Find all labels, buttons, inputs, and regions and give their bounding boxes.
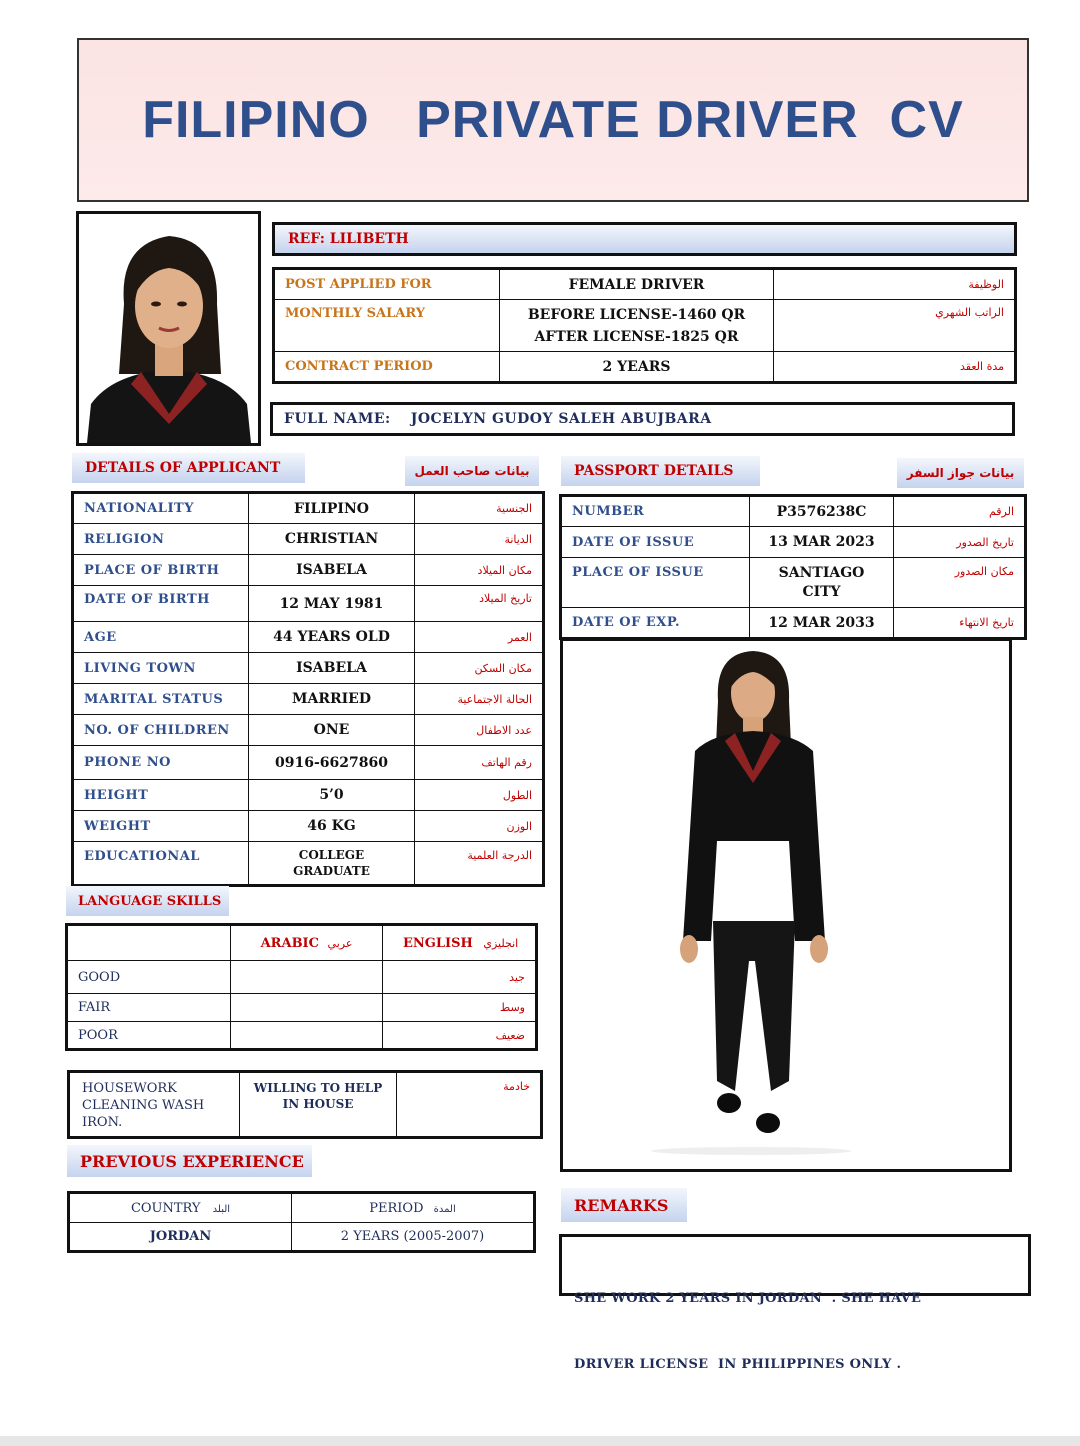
applicant-arabic-label: الحالة الاجتماعية xyxy=(415,684,544,715)
skills-arabic-label: خادمة xyxy=(397,1072,542,1138)
experience-country: JORDAN xyxy=(69,1223,292,1252)
skill-line: CLEANING WASH xyxy=(82,1098,205,1113)
portrait-photo xyxy=(76,211,261,446)
willing-line: WILLING TO HELP xyxy=(253,1081,383,1095)
passport-label: PLACE OF ISSUE xyxy=(561,558,750,608)
language-corner-cell xyxy=(67,925,231,961)
country-label: COUNTRY xyxy=(130,1200,201,1216)
english-label: ENGLISH xyxy=(403,935,473,951)
applicant-value: ONE xyxy=(249,715,415,746)
experience-col-period xyxy=(292,1193,535,1223)
applicant-arabic-label: الدرجة العلمية xyxy=(415,842,544,886)
job-value: 2 YEARS xyxy=(500,352,774,383)
table-row xyxy=(73,746,544,780)
table-row xyxy=(73,684,544,715)
passport-label: DATE OF EXP. xyxy=(561,608,750,639)
language-level: FAIR xyxy=(67,994,231,1022)
table-row xyxy=(73,715,544,746)
arabic-label-ar: عربي xyxy=(327,936,353,950)
language-arabic-cell xyxy=(231,994,383,1022)
job-label: CONTRACT PERIOD xyxy=(274,352,500,383)
passport-heading-arabic xyxy=(897,458,1024,488)
table-row xyxy=(73,780,544,811)
english-label-ar: انجليزي xyxy=(483,936,519,950)
applicant-value: ISABELA xyxy=(249,555,415,586)
applicant-value: 12 MAY 1981 xyxy=(249,586,415,622)
job-row xyxy=(274,300,1016,352)
job-table xyxy=(272,267,1017,384)
applicant-arabic-label: عدد الاطفال xyxy=(415,715,544,746)
passport-arabic-label: تاريخ الصدور xyxy=(894,527,1026,558)
title-banner xyxy=(77,38,1029,202)
language-level-ar: ضعيف xyxy=(383,1022,537,1050)
table-row xyxy=(73,524,544,555)
job-arabic-label: الوظيفة xyxy=(774,269,1016,300)
language-col-arabic xyxy=(231,925,383,961)
table-row xyxy=(67,961,537,994)
table-row xyxy=(73,622,544,653)
job-label: MONTHLY SALARY xyxy=(274,300,500,352)
language-level: POOR xyxy=(67,1022,231,1050)
language-level: GOOD xyxy=(67,961,231,994)
applicant-arabic-label: الوزن xyxy=(415,811,544,842)
table-row xyxy=(73,555,544,586)
ref-label: REF: LILIBETH xyxy=(288,231,409,247)
job-value xyxy=(500,300,774,352)
applicant-label: LIVING TOWN xyxy=(73,653,249,684)
table-row xyxy=(73,493,544,524)
skill-line: HOUSEWORK xyxy=(82,1081,177,1096)
table-row xyxy=(561,558,1026,608)
language-col-english xyxy=(383,925,537,961)
remarks-box xyxy=(559,1234,1031,1372)
education-line: GRADUATE xyxy=(293,864,370,878)
table-row xyxy=(67,925,537,961)
arabic-label: ARABIC xyxy=(260,935,319,951)
applicant-heading-text: DETAILS OF APPLICANT xyxy=(85,460,281,476)
passport-heading xyxy=(561,456,760,486)
passport-table xyxy=(559,494,1027,640)
job-arabic-label: الراتب الشهري xyxy=(774,300,1016,352)
page-title: FILIPINO PRIVATE DRIVER CV xyxy=(142,91,964,149)
applicant-arabic-label: الطول xyxy=(415,780,544,811)
applicant-arabic-label: رقم الهاتف xyxy=(415,746,544,780)
full-body-image xyxy=(563,641,1009,1169)
table-row xyxy=(67,1022,537,1050)
applicant-table xyxy=(71,491,545,887)
remarks-line: DRIVER LICENSE IN PHILIPPINES ONLY . xyxy=(574,1357,902,1372)
applicant-value: FILIPINO xyxy=(249,493,415,524)
table-row xyxy=(69,1223,535,1252)
applicant-label: PHONE NO xyxy=(73,746,249,780)
table-row xyxy=(73,811,544,842)
passport-value xyxy=(750,558,894,608)
job-value: FEMALE DRIVER xyxy=(500,269,774,300)
experience-col-country xyxy=(69,1193,292,1223)
applicant-arabic-label: الجنسية xyxy=(415,493,544,524)
applicant-value: 46 KG xyxy=(249,811,415,842)
language-level-ar: وسط xyxy=(383,994,537,1022)
applicant-heading-arabic-text: بيانات صاحب العمل xyxy=(414,464,530,478)
passport-arabic-label: تاريخ الانتهاء xyxy=(894,608,1026,639)
applicant-label: WEIGHT xyxy=(73,811,249,842)
applicant-arabic-label: مكان السكن xyxy=(415,653,544,684)
passport-value: 13 MAR 2023 xyxy=(750,527,894,558)
portrait-image xyxy=(79,214,258,443)
table-row xyxy=(561,527,1026,558)
period-label: PERIOD xyxy=(369,1200,424,1216)
bottom-strip xyxy=(0,1436,1080,1446)
applicant-arabic-label: مكان الميلاد xyxy=(415,555,544,586)
applicant-arabic-label: تاريخ الميلاد xyxy=(415,586,544,622)
willing-to-help xyxy=(240,1072,397,1138)
table-row xyxy=(67,994,537,1022)
table-row xyxy=(73,842,544,886)
table-row xyxy=(73,586,544,622)
education-line: COLLEGE xyxy=(298,848,365,862)
job-row xyxy=(274,269,1016,300)
country-label-ar: البلد xyxy=(212,1203,231,1215)
applicant-value: CHRISTIAN xyxy=(249,524,415,555)
language-arabic-cell xyxy=(231,961,383,994)
applicant-arabic-label: الديانة xyxy=(415,524,544,555)
applicant-value xyxy=(249,842,415,886)
full-body-photo xyxy=(560,638,1012,1172)
experience-heading-text: PREVIOUS EXPERIENCE xyxy=(80,1151,304,1171)
job-row xyxy=(274,352,1016,383)
full-name-value: JOCELYN GUDOY SALEH ABUJBARA xyxy=(410,411,712,427)
applicant-label: RELIGION xyxy=(73,524,249,555)
passport-label: NUMBER xyxy=(561,496,750,527)
remarks-heading xyxy=(561,1188,687,1222)
willing-line: IN HOUSE xyxy=(282,1097,354,1111)
passport-heading-arabic-text: بيانات جواز السفر xyxy=(906,466,1015,480)
applicant-value: 0916-6627860 xyxy=(249,746,415,780)
applicant-value: ISABELA xyxy=(249,653,415,684)
applicant-label: NATIONALITY xyxy=(73,493,249,524)
language-heading-text: LANGUAGE SKILLS xyxy=(78,893,222,909)
passport-heading-text: PASSPORT DETAILS xyxy=(574,463,734,479)
experience-table xyxy=(67,1191,536,1253)
ref-bar xyxy=(272,222,1017,256)
table-row xyxy=(69,1193,535,1223)
experience-period: 2 YEARS (2005-2007) xyxy=(292,1223,535,1252)
skills-list xyxy=(69,1072,240,1138)
table-row xyxy=(73,653,544,684)
language-arabic-cell xyxy=(231,1022,383,1050)
applicant-label: DATE OF BIRTH xyxy=(73,586,249,622)
language-heading xyxy=(66,886,229,916)
job-arabic-label: مدة العقد xyxy=(774,352,1016,383)
place-line: SANTIAGO xyxy=(778,564,865,581)
table-row xyxy=(561,496,1026,527)
applicant-label: PLACE OF BIRTH xyxy=(73,555,249,586)
applicant-value: 44 YEARS OLD xyxy=(249,622,415,653)
salary-line: BEFORE LICENSE-1460 QR xyxy=(527,306,746,323)
applicant-label: AGE xyxy=(73,622,249,653)
experience-heading xyxy=(67,1145,312,1177)
applicant-value: MARRIED xyxy=(249,684,415,715)
salary-line: AFTER LICENSE-1825 QR xyxy=(534,328,739,345)
applicant-label: HEIGHT xyxy=(73,780,249,811)
passport-arabic-label: الرقم xyxy=(894,496,1026,527)
applicant-value: 5’0 xyxy=(249,780,415,811)
remarks-heading-text: REMARKS xyxy=(574,1195,669,1215)
passport-arabic-label: مكان الصدور xyxy=(894,558,1026,608)
applicant-heading xyxy=(72,453,305,483)
remarks-line: SHE WORK 2 YEARS IN JORDAN . SHE HAVE xyxy=(574,1291,922,1306)
passport-label: DATE OF ISSUE xyxy=(561,527,750,558)
language-table xyxy=(65,923,538,1051)
full-name-label: FULL NAME: xyxy=(284,411,391,427)
applicant-label: NO. OF CHILDREN xyxy=(73,715,249,746)
period-label-ar: المدة xyxy=(433,1203,456,1215)
applicant-arabic-label: العمر xyxy=(415,622,544,653)
full-name-bar xyxy=(270,402,1015,436)
skill-line: IRON. xyxy=(82,1115,123,1130)
passport-value: 12 MAR 2033 xyxy=(750,608,894,639)
skills-table xyxy=(67,1070,543,1139)
place-line: CITY xyxy=(802,583,841,600)
passport-value: P3576238C xyxy=(750,496,894,527)
applicant-heading-arabic xyxy=(405,456,539,486)
applicant-label: EDUCATIONAL xyxy=(73,842,249,886)
language-level-ar: جيد xyxy=(383,961,537,994)
table-row xyxy=(561,608,1026,639)
table-row xyxy=(69,1072,542,1138)
job-label: POST APPLIED FOR xyxy=(274,269,500,300)
applicant-label: MARITAL STATUS xyxy=(73,684,249,715)
